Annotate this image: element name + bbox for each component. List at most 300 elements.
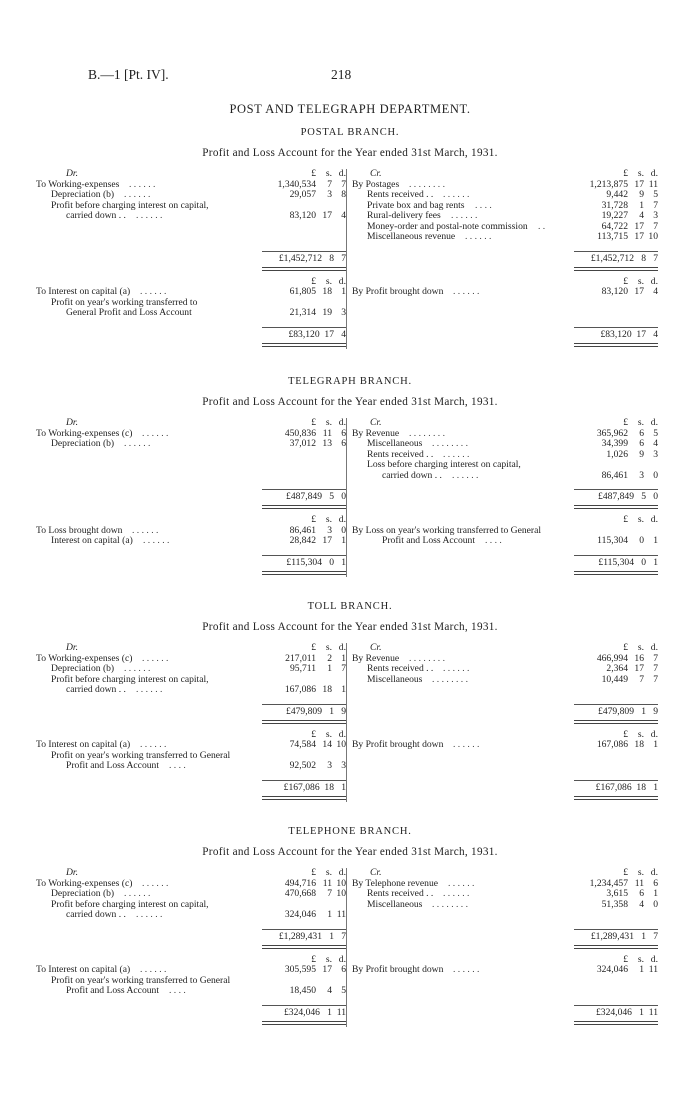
account-title: Profit and Loss Account for the Year ended 31st March, 1931. xyxy=(202,846,498,858)
amount-s: 6 xyxy=(639,888,644,899)
blank-row xyxy=(352,751,658,762)
amount-p: 28,842 xyxy=(289,535,316,546)
amount-d: 1 xyxy=(341,535,346,546)
total-amount: £83,120 17 4 xyxy=(288,328,346,340)
entry-label: To Interest on capital (a) xyxy=(36,286,131,297)
amount-s: 7 xyxy=(639,673,644,685)
entry-label: To Working-expenses (c) xyxy=(36,877,133,889)
amount-d: 1 xyxy=(341,652,346,664)
entry-row xyxy=(36,190,346,201)
currency-head xyxy=(258,643,346,654)
entry-label: Profit on year's working transferred to xyxy=(51,296,198,308)
total-row xyxy=(36,251,346,265)
spacer xyxy=(36,772,346,780)
amount-s: 1 xyxy=(639,199,644,211)
leader-dots: . . . . . . . . xyxy=(432,438,468,449)
entry-label: Profit and Loss Account xyxy=(66,760,159,771)
entry-label: By Loss on year's working transferred to General xyxy=(352,524,542,536)
amount-s: s. xyxy=(637,728,644,740)
entry-label: Profit on year's working transferred to General xyxy=(51,974,231,986)
entry-label: carried down . . xyxy=(66,909,126,920)
amount-s: 18 xyxy=(634,739,644,750)
leader-dots: . . . . . . xyxy=(132,524,159,536)
amount-p: 324,046 xyxy=(284,909,316,920)
leader-dots: . . . . . . xyxy=(142,652,169,664)
branch-name: POSTAL BRANCH. xyxy=(300,127,400,138)
debit-head: Dr. xyxy=(66,168,78,179)
amount-s: 17 xyxy=(322,210,332,221)
amount-p: 2,364 xyxy=(606,663,628,674)
entry-amount xyxy=(258,965,346,976)
amount-s: 7 xyxy=(327,178,332,190)
column-divider xyxy=(346,169,347,349)
amount-p: 31,728 xyxy=(601,199,628,211)
column-divider xyxy=(346,643,347,802)
amount-s: 17 xyxy=(634,663,644,674)
entry-amount xyxy=(258,536,346,547)
amount-d: 10 xyxy=(336,888,346,899)
total-double-rule xyxy=(574,571,658,575)
total-double-rule xyxy=(262,267,346,271)
leader-dots: . . . . . . . . xyxy=(432,673,468,685)
total-top-rule xyxy=(574,704,658,705)
entry-row xyxy=(352,740,658,751)
entry-amount xyxy=(258,211,346,222)
entry-row xyxy=(36,889,346,900)
entry-row xyxy=(36,685,346,696)
blank-row xyxy=(352,761,658,772)
page-number: 218 xyxy=(331,67,352,82)
amount-p: 470,668 xyxy=(284,888,316,899)
entry-amount xyxy=(570,889,658,900)
amount-p: £ xyxy=(311,728,316,740)
entry-row xyxy=(352,460,658,471)
leader-dots: . . . . . . xyxy=(142,427,169,439)
entry-row xyxy=(352,471,658,482)
leader-dots: . . . . . . xyxy=(136,909,163,920)
amount-s: 17 xyxy=(322,964,332,975)
amount-d: d. xyxy=(650,728,658,740)
amount-s: 18 xyxy=(322,286,332,297)
blank-row xyxy=(36,232,346,243)
entry-label: Rents received . . xyxy=(367,663,434,674)
entry-label: Depreciation (b) xyxy=(51,663,115,674)
amount-p: £ xyxy=(623,728,628,740)
amount-d: 7 xyxy=(653,199,658,211)
amount-d: 7 xyxy=(653,220,658,232)
amount-s: 1 xyxy=(327,663,332,674)
leader-dots: . . . . . . xyxy=(124,888,151,899)
leader-dots: . . . . . . xyxy=(140,286,167,297)
amount-p: £ xyxy=(311,867,316,878)
amount-s: 4 xyxy=(327,985,332,996)
amount-p: £ xyxy=(311,275,316,287)
amount-s: 6 xyxy=(639,438,644,449)
entry-label: carried down . . xyxy=(66,684,126,695)
amount-d: d. xyxy=(338,275,346,287)
column-head-row xyxy=(36,169,346,180)
total-row xyxy=(352,251,658,265)
column-head-row xyxy=(36,643,346,654)
spacer xyxy=(36,921,346,929)
leader-dots: . . . . . . xyxy=(124,663,151,674)
total-row xyxy=(352,780,658,794)
amount-d: 3 xyxy=(653,210,658,221)
total-amount: £167,086 18 1 xyxy=(595,781,658,793)
leader-dots: . . . . . . xyxy=(453,739,480,750)
amount-d: 7 xyxy=(653,652,658,664)
entry-row xyxy=(352,536,658,547)
entry-amount xyxy=(258,308,346,319)
leader-dots: . . . . . . xyxy=(136,684,163,695)
entry-row xyxy=(352,190,658,201)
leader-dots: . . . . . . xyxy=(443,663,470,674)
amount-s: 4 xyxy=(639,898,644,910)
amount-s: 1 xyxy=(639,964,644,975)
amount-p: 115,304 xyxy=(597,535,628,546)
debit-head: Dr. xyxy=(66,867,78,878)
amount-d: 11 xyxy=(648,178,658,190)
leader-dots: . . . . . . . . xyxy=(409,652,445,664)
amount-d: d. xyxy=(650,953,658,965)
amount-p: 64,722 xyxy=(601,220,628,232)
blank-row xyxy=(36,460,346,471)
blank-row xyxy=(352,685,658,696)
amount-d: 7 xyxy=(653,673,658,685)
column-head-row xyxy=(352,418,658,429)
amount-d: 10 xyxy=(648,231,658,242)
entry-label: By Profit brought down xyxy=(352,964,444,975)
entry-amount xyxy=(570,675,658,686)
total-amount: £1,452,712 8 7 xyxy=(590,252,658,264)
total-amount: £487,849 5 0 xyxy=(286,491,346,502)
currency-head-row xyxy=(36,515,346,526)
column-head-row xyxy=(36,868,346,879)
amount-s: s. xyxy=(637,417,644,428)
amount-d: d. xyxy=(650,642,658,653)
amount-d: 1 xyxy=(341,684,346,695)
amount-p: 3,615 xyxy=(606,888,628,899)
entry-label: Miscellaneous xyxy=(367,898,423,910)
entry-amount xyxy=(258,287,346,298)
total-top-rule xyxy=(574,929,658,930)
entry-label: To Working-expenses (c) xyxy=(36,652,133,664)
amount-d: d. xyxy=(338,728,346,740)
leader-dots: . . . . . . xyxy=(136,210,163,221)
amount-s: s. xyxy=(325,275,332,287)
column-head-row xyxy=(352,643,658,654)
entry-amount xyxy=(258,190,346,201)
blank-row xyxy=(352,298,658,309)
total-top-rule xyxy=(574,327,658,328)
leader-dots: . . . . . . xyxy=(452,469,479,481)
entry-label: Profit and Loss Account xyxy=(66,985,159,996)
spacer xyxy=(352,547,658,555)
leader-dots: . . . . . . . . xyxy=(409,427,445,439)
entry-label: By Revenue xyxy=(352,652,400,664)
entry-label: Miscellaneous revenue xyxy=(367,231,456,242)
amount-d: 3 xyxy=(341,760,346,771)
total-double-rule xyxy=(574,505,658,509)
total-double-rule xyxy=(574,945,658,949)
amount-p: £ xyxy=(311,953,316,965)
blank-row xyxy=(352,910,658,921)
amount-d: d. xyxy=(650,417,658,428)
amount-s: 9 xyxy=(639,448,644,460)
total-top-rule xyxy=(262,1005,346,1006)
entry-label: By Telephone revenue xyxy=(352,877,438,889)
entry-label: Rural-delivery fees xyxy=(367,210,441,221)
column-divider xyxy=(346,418,347,577)
amount-p: £ xyxy=(311,514,316,525)
amount-p: 83,120 xyxy=(289,210,316,221)
entry-label: To Interest on capital (a) xyxy=(36,739,131,750)
amount-d: 6 xyxy=(341,427,346,439)
amount-d: d. xyxy=(338,417,346,428)
amount-d: d. xyxy=(650,275,658,287)
entry-label: Rents received . . xyxy=(367,189,434,200)
currency-head xyxy=(258,515,346,526)
entry-label: Money-order and postal-note commission xyxy=(367,220,528,232)
entry-row xyxy=(36,536,346,547)
entry-row xyxy=(352,287,658,298)
amount-s: 18 xyxy=(322,684,332,695)
entry-label: Rents received . . xyxy=(367,448,434,460)
total-amount: £115,304 0 1 xyxy=(598,556,658,568)
amount-d: d. xyxy=(338,168,346,179)
amount-p: 9,442 xyxy=(606,189,628,200)
spacer xyxy=(352,481,658,489)
blank-row xyxy=(352,976,658,987)
entry-label: Miscellaneous xyxy=(367,438,423,449)
leader-dots: . . . . . . xyxy=(443,888,470,899)
entry-label: By Profit brought down xyxy=(352,739,444,750)
entry-amount xyxy=(570,190,658,201)
amount-p: £ xyxy=(623,275,628,287)
total-top-rule xyxy=(262,555,346,556)
total-row xyxy=(352,327,658,341)
spacer xyxy=(36,997,346,1005)
amount-d: 3 xyxy=(653,448,658,460)
spacer xyxy=(36,481,346,489)
amount-d: d. xyxy=(338,953,346,965)
blank-row xyxy=(352,308,658,319)
total-row xyxy=(36,327,346,341)
entry-label: Loss before charging interest on capital, xyxy=(367,459,521,470)
total-double-rule xyxy=(262,505,346,509)
leader-dots: . . . . . . xyxy=(453,964,480,975)
entry-amount xyxy=(570,965,658,976)
total-double-rule xyxy=(574,1021,658,1025)
amount-s: 16 xyxy=(634,652,644,664)
total-amount: £479,809 1 9 xyxy=(598,705,658,717)
entry-label: Depreciation (b) xyxy=(51,888,115,899)
debit-side xyxy=(36,418,346,569)
total-row xyxy=(352,929,658,943)
spacer xyxy=(36,319,346,327)
total-top-rule xyxy=(262,704,346,705)
entry-row xyxy=(352,900,658,911)
credit-side xyxy=(352,418,658,569)
amount-p: 34,399 xyxy=(601,438,628,449)
total-amount: £167,086 18 1 xyxy=(283,781,346,793)
currency-head-row xyxy=(352,515,658,526)
leader-dots: . . . . xyxy=(475,199,492,211)
amount-s: 4 xyxy=(639,210,644,221)
amount-p: 19,227 xyxy=(601,210,628,221)
amount-s: 1 xyxy=(327,909,332,920)
amount-p: £ xyxy=(311,168,316,179)
entry-label: carried down . . xyxy=(66,210,126,221)
amount-p: £ xyxy=(623,168,628,179)
total-top-rule xyxy=(262,327,346,328)
total-double-rule xyxy=(574,267,658,271)
entry-row xyxy=(36,761,346,772)
amount-s: s. xyxy=(325,514,332,525)
amount-s: 3 xyxy=(639,469,644,481)
amount-s: s. xyxy=(325,728,332,740)
entry-amount xyxy=(570,536,658,547)
leader-dots: . . xyxy=(538,220,546,232)
total-row xyxy=(36,704,346,718)
debit-side xyxy=(36,169,346,341)
amount-s: 3 xyxy=(327,524,332,536)
currency-head xyxy=(570,418,658,429)
amount-s: s. xyxy=(637,514,644,525)
amount-p: 92,502 xyxy=(289,760,316,771)
credit-head: Cr. xyxy=(370,642,382,653)
entry-row xyxy=(36,439,346,450)
amount-p: 305,595 xyxy=(284,964,316,975)
amount-d: d. xyxy=(650,514,658,525)
amount-d: d. xyxy=(650,867,658,878)
amount-p: 95,711 xyxy=(289,663,316,674)
amount-d: 0 xyxy=(341,524,346,536)
amount-d: 11 xyxy=(336,909,346,920)
entry-amount xyxy=(570,450,658,461)
amount-p: £ xyxy=(623,867,628,878)
amount-d: 6 xyxy=(341,438,346,449)
total-double-rule xyxy=(262,796,346,800)
entry-row xyxy=(352,664,658,675)
amount-p: 450,836 xyxy=(284,427,316,439)
entry-amount xyxy=(258,685,346,696)
entry-row xyxy=(352,439,658,450)
amount-s: s. xyxy=(637,275,644,287)
amount-p: 113,715 xyxy=(597,231,628,242)
entry-amount xyxy=(570,471,658,482)
amount-p: 167,086 xyxy=(284,684,316,695)
amount-d: d. xyxy=(338,867,346,878)
total-amount: £324,046 1 11 xyxy=(283,1006,346,1018)
total-amount: £487,849 5 0 xyxy=(598,491,658,502)
entry-label: By Profit brought down xyxy=(352,286,444,297)
entry-amount xyxy=(258,889,346,900)
amount-d: 0 xyxy=(653,898,658,910)
department-title: POST AND TELEGRAPH DEPARTMENT. xyxy=(229,102,471,116)
credit-head: Cr. xyxy=(370,867,382,878)
leader-dots: . . . . . . . . xyxy=(409,178,445,190)
account-table xyxy=(0,418,700,577)
entry-amount xyxy=(570,740,658,751)
spacer xyxy=(352,319,658,327)
total-top-rule xyxy=(574,251,658,252)
entry-label: Depreciation (b) xyxy=(51,438,115,449)
entry-amount xyxy=(258,986,346,997)
amount-s: 3 xyxy=(327,760,332,771)
blank-row xyxy=(352,986,658,997)
branch-name: TELEPHONE BRANCH. xyxy=(288,826,412,837)
entry-row xyxy=(352,675,658,686)
total-row xyxy=(36,1005,346,1019)
amount-p: 21,314 xyxy=(289,307,316,318)
entry-amount xyxy=(570,664,658,675)
currency-head xyxy=(570,868,658,879)
amount-p: £ xyxy=(623,642,628,653)
total-amount: £1,289,431 1 7 xyxy=(278,930,346,942)
amount-p: 217,011 xyxy=(285,652,316,664)
leader-dots: . . . . . . xyxy=(451,210,478,221)
entry-amount xyxy=(258,910,346,921)
entry-row xyxy=(36,740,346,751)
entry-row xyxy=(36,910,346,921)
entry-row xyxy=(352,889,658,900)
amount-p: 61,805 xyxy=(289,286,316,297)
total-double-rule xyxy=(262,571,346,575)
account-table xyxy=(0,169,700,349)
amount-d: 6 xyxy=(341,964,346,975)
entry-row xyxy=(36,287,346,298)
amount-d: 5 xyxy=(341,985,346,996)
leader-dots: . . . . . . xyxy=(124,189,151,200)
amount-s: s. xyxy=(637,642,644,653)
amount-d: 10 xyxy=(336,877,346,889)
entry-label: Depreciation (b) xyxy=(51,189,115,200)
entry-label: To Working-expenses (c) xyxy=(36,427,133,439)
amount-s: 11 xyxy=(634,877,644,889)
amount-s: 11 xyxy=(322,877,332,889)
debit-head: Dr. xyxy=(66,417,78,428)
total-amount: £479,809 1 9 xyxy=(286,705,346,717)
leader-dots: . . . . . . xyxy=(453,286,480,297)
amount-d: d. xyxy=(338,514,346,525)
amount-p: £ xyxy=(623,953,628,965)
amount-p: 494,716 xyxy=(284,877,316,889)
blank-row xyxy=(36,471,346,482)
account-table xyxy=(0,643,700,802)
spacer xyxy=(352,772,658,780)
amount-p: 10,449 xyxy=(601,673,628,685)
total-amount: £1,289,431 1 7 xyxy=(590,930,658,942)
amount-s: s. xyxy=(325,867,332,878)
entry-amount xyxy=(258,740,346,751)
column-head-row xyxy=(36,418,346,429)
amount-s: 17 xyxy=(322,535,332,546)
entry-row xyxy=(36,308,346,319)
amount-p: 74,584 xyxy=(289,739,316,750)
amount-d: d. xyxy=(650,168,658,179)
leader-dots: . . . . xyxy=(169,985,186,996)
entry-label: carried down . . xyxy=(382,469,442,481)
credit-side xyxy=(352,868,658,1019)
amount-p: £ xyxy=(311,642,316,653)
amount-p: 1,234,457 xyxy=(589,877,628,889)
currency-head xyxy=(258,169,346,180)
document-reference: B.—1 [Pt. IV]. xyxy=(88,67,169,82)
amount-s: s. xyxy=(325,168,332,179)
amount-p: 83,120 xyxy=(601,286,628,297)
amount-s: 17 xyxy=(634,178,644,190)
